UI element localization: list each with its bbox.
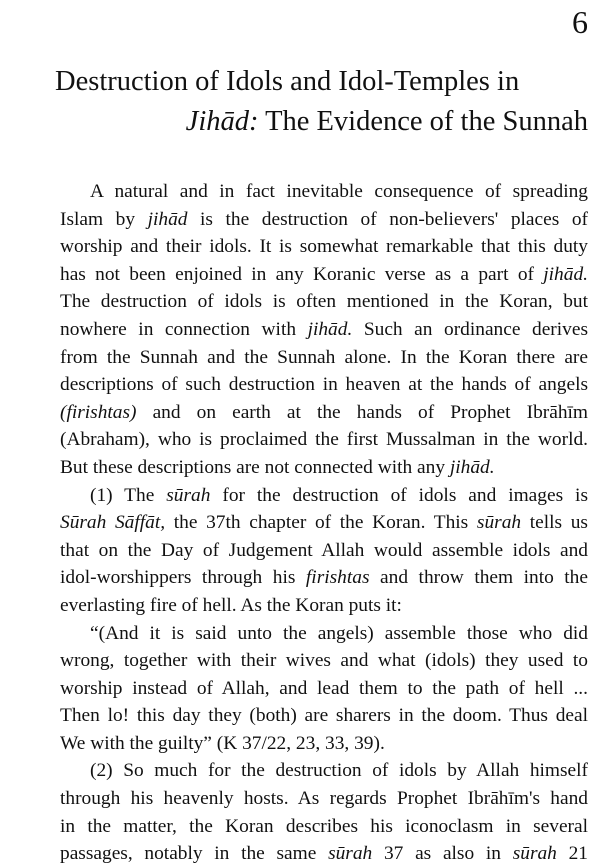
text-segment: nowhere in connection with [60,318,308,340]
italic-term: sūrah [476,512,522,534]
text-segment: A natural and in fact inevitable consequence of spreading [90,181,588,202]
paragraph [30,482,588,620]
text-line [30,509,588,537]
text-line [30,813,588,841]
text-line [30,316,588,344]
text-line [30,371,588,399]
text-line [30,647,588,675]
text-segment: and throw them into the [369,567,588,589]
text-segment: idol-worshippers through his [60,567,306,589]
text-line [30,288,588,316]
text-segment: 21 [556,843,588,865]
italic-term: firishtas [305,567,370,589]
text-segment: 37 as also in [372,843,513,865]
text-line [30,592,588,620]
text-segment: worship instead of Allah, and lead them to the path of hell ... [60,677,588,699]
italic-term: sūrah [328,843,373,865]
body-text [30,178,588,868]
text-line [30,178,588,206]
text-line [30,675,588,703]
paragraph [30,620,588,758]
text-segment: The destruction of idols is often mentioned in the Koran, but [60,291,588,313]
text-segment: Islam by [60,208,148,230]
text-segment: passages, notably in the same [60,843,329,865]
text-segment: worship and their idols. It is somewhat remarkable that this duty [60,236,588,258]
text-line [30,785,588,813]
italic-term: sūrah [512,843,557,865]
chapter-title-line-1: Destruction of Idols and Idol-Temples in [55,66,520,97]
paragraph [30,178,588,482]
chapter-title-italic: Jihād: [185,106,259,137]
text-segment: is the destruction of non-believers' places of [187,208,588,230]
text-segment: Such an ordinance derives [352,318,588,340]
italic-term: jihād. [543,263,588,285]
text-segment: descriptions of such destruction in heaven at the hands of angels [60,374,588,396]
text-line [30,482,588,510]
text-line [30,399,588,427]
text-line [30,564,588,592]
text-segment: Then lo! this day they (both) are sharers in the doom. Thus deal [60,705,588,727]
text-line [30,840,588,868]
text-segment: from the Sunnah and the Sunnah alone. In the Koran there are [60,346,588,368]
text-line [30,702,588,730]
italic-term: jihād [147,208,188,230]
chapter-title-line-2 [30,102,588,142]
text-segment: tells us [521,512,588,534]
text-segment: (2) So much for the destruction of idols by Allah himself [90,760,588,782]
text-segment: “(And it is said unto the angels) assemble those who did [90,622,588,644]
chapter-number: 6 [572,4,588,40]
text-segment: (1) The [90,484,167,506]
chapter-title [30,62,588,142]
text-segment: for the destruction of idols and images is [210,484,588,506]
text-segment: the 37th chapter of the Koran. This [165,512,477,534]
text-segment: that on the Day of Judgement Allah would assemble idols and [60,539,588,561]
italic-term: jihād. [449,456,495,478]
text-line [30,537,588,565]
text-segment: through his heavenly hosts. As regards Prophet Ibrāhīm's hand [60,788,588,810]
text-segment: and on earth at the hands of Prophet Ibrāhīm [136,401,588,423]
chapter-title-rest: The Evidence of the Sunnah [258,106,588,137]
text-line [30,730,588,758]
text-line [30,757,588,785]
text-line [30,233,588,261]
text-line [30,454,588,482]
text-line [30,261,588,289]
text-line [30,620,588,648]
text-segment: We with the guilty” (K 37/22, 23, 33, 39). [60,732,385,754]
text-line [30,206,588,234]
paragraph [30,757,588,867]
text-segment: has not been enjoined in any Koranic verse as a part of [60,263,544,285]
text-segment: wrong, together with their wives and what (idols) they used to [60,650,588,672]
italic-term: (firishtas) [60,401,137,423]
italic-term: sūrah [166,484,211,506]
text-line [30,344,588,372]
text-line [30,426,588,454]
text-segment: But these descriptions are not connected with any [60,456,450,478]
text-segment: in the matter, the Koran describes his iconoclasm in several [60,815,588,837]
italic-term: jihād. [307,318,353,340]
italic-term: Sūrah Sāffāt, [60,512,166,534]
text-segment: everlasting fire of hell. As the Koran puts it: [60,594,402,616]
text-segment: (Abraham), who is proclaimed the first Mussalman in the world. [60,429,588,451]
